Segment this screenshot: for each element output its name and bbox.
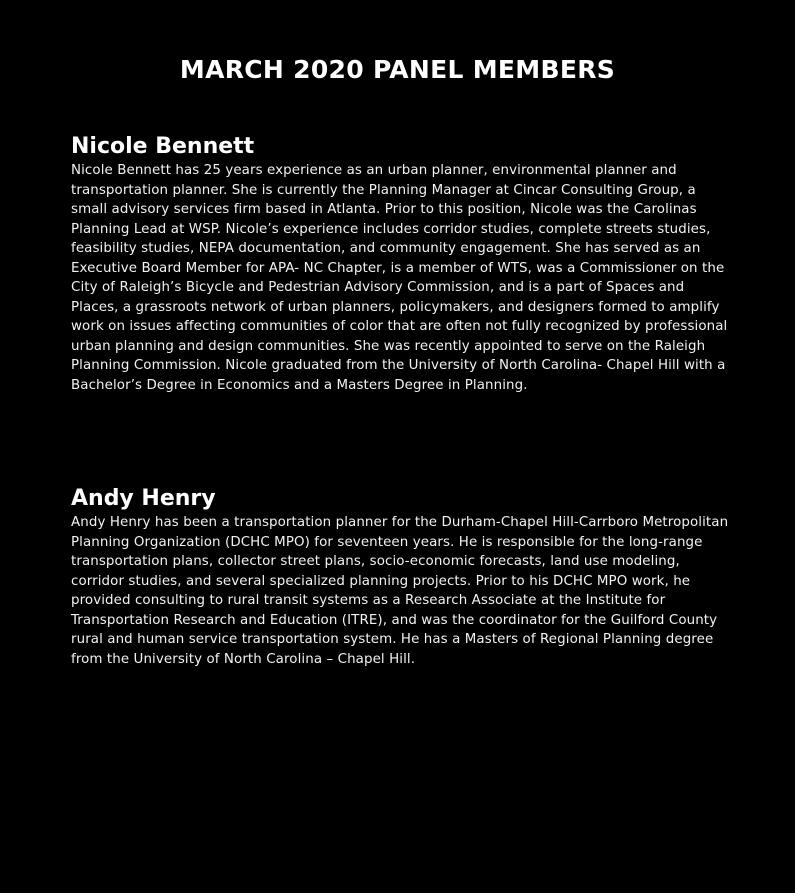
member-name: Nicole Bennett <box>71 134 255 159</box>
member-nicole-bennett <box>71 133 731 395</box>
member-andy-henry <box>71 485 731 669</box>
page-title: MARCH 2020 PANEL MEMBERS <box>179 55 616 84</box>
member-bio: Nicole Bennett has 25 years experience as an urban planner, environmental planner and transportation planner. She is currently the Planning Manager at Cincar Consulting Group, a small advisory services firm based in Atlanta. Prior to this position, Nicole was the Carolinas Planning Lead at WSP. Nicole’s experience includes corridor studies, complete streets studies, feasibility studies, NEPA documentation, and community engagement. She has served as an Executive Board Member for APA- NC Chapter, is a member of WTS, was a Commissioner on the City of Raleigh’s Bicycle and Pedestrian Advisory Commission, and is a part of Spaces and Places, a grassroots network of urban planners, policymakers, and designers formed to amplify work on issues affecting communities of color that are often not fully recognized by professional urban planning and design communities. She was recently appointed to serve on the Raleigh Planning Commission. Nicole graduated from the University of North Carolina- Chapel Hill with a Bachelor’s Degree in Economics and a Masters Degree in Planning. <box>71 163 728 393</box>
member-bio: Andy Henry has been a transportation planner for the Durham-Chapel Hill-Carrboro Metropolitan Planning Organization (DCHC MPO) for seventeen years. He is responsible for the long-range transportation plans, collector street plans, socio-economic forecasts, land use modeling, corridor studies, and several specialized planning projects. Prior to his DCHC MPO work, he provided consulting to rural transit systems as a Research Associate at the Institute for Transportation Research and Education (ITRE), and was the coordinator for the Guilford County rural and human service transportation system. He has a Masters of Regional Planning degree from the University of North Carolina – Chapel Hill. <box>71 515 729 667</box>
member-name: Andy Henry <box>71 486 216 511</box>
